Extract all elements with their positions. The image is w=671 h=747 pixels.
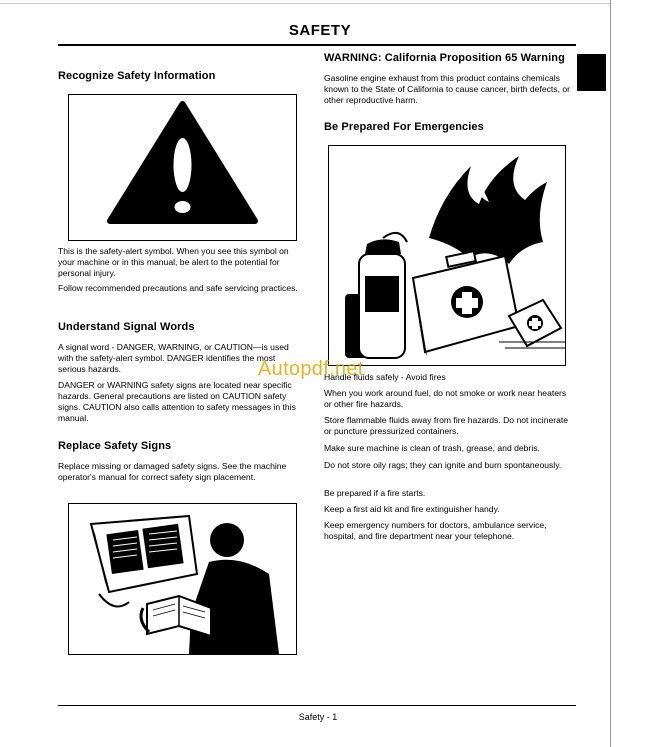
heading-signal-words: Understand Signal Words [58, 321, 195, 333]
heading-recognize-safety: Recognize Safety Information [58, 70, 216, 82]
top-rule [0, 3, 610, 4]
paragraph-replace-signs: Replace missing or damaged safety signs. See the machine operator's manual for correct safety sign placement. [58, 461, 287, 482]
paragraph-signal-word: A signal word - DANGER, WARNING, or CAUTION—is used with the safety-alert symbol. DANGER identifies the most serious hazards. [58, 342, 289, 374]
section-tab-marker [577, 54, 606, 91]
heading-emergencies: Be Prepared For Emergencies [324, 121, 484, 133]
page-footer: Safety - 1 [298, 712, 338, 722]
safety-alert-symbol-figure [68, 94, 297, 241]
paragraph-clean-machine: Make sure machine is clean of trash, grease, and debris. [324, 443, 540, 453]
paragraph-emergency-numbers: Keep emergency numbers for doctors, ambulance service, hospital, and fire department near your telephone. [324, 520, 547, 541]
operator-reading-manual-illustration [69, 504, 296, 654]
paragraph-danger-warning: DANGER or WARNING safety signs are located near specific hazards. General precautions are listed on CAUTION safety signs. CAUTION also calls attention to safety messages in this manual. [58, 380, 296, 423]
paragraph-oily-rags: Do not store oily rags; they can ignite and burn spontaneously. [324, 460, 562, 470]
page-title: SAFETY [288, 22, 352, 39]
heading-prop65-warning: WARNING: California Proposition 65 Warning [324, 52, 565, 64]
page-margin [611, 0, 671, 747]
paragraph-first-aid-kit: Keep a first aid kit and fire extinguisher handy. [324, 504, 500, 514]
emergency-equipment-figure [328, 145, 566, 366]
paragraph-follow-precautions: Follow recommended precautions and safe servicing practices. [58, 283, 298, 293]
fire-extinguisher-first-aid-illustration [329, 146, 565, 365]
paragraph-work-around-fuel: When you work around fuel, do not smoke or work near heaters or other fire hazards. [324, 388, 567, 409]
heading-replace-signs: Replace Safety Signs [58, 440, 172, 452]
paragraph-fire-starts: Be prepared if a fire starts. [324, 488, 426, 498]
watermark-text: Autopdf.net [258, 358, 364, 380]
paragraph-alert-symbol: This is the safety-alert symbol. When you see this symbol on your machine or in this manual, be alert to the potential for personal injury. [58, 246, 289, 278]
paragraph-store-flammable: Store flammable fluids away from fire hazards. Do not incinerate or puncture pressurized containers. [324, 415, 569, 436]
paragraph-prop65: Gasoline engine exhaust from this product contains chemicals known to the State of California to cause cancer, birth defects, or other reproductive harm. [324, 73, 571, 105]
footer-rule [58, 705, 576, 706]
paragraph-handle-fluids: Handle fluids safely - Avoid fires [324, 372, 446, 382]
warning-triangle-icon [69, 95, 296, 240]
title-rule [58, 44, 576, 46]
replace-signs-figure [68, 503, 297, 655]
